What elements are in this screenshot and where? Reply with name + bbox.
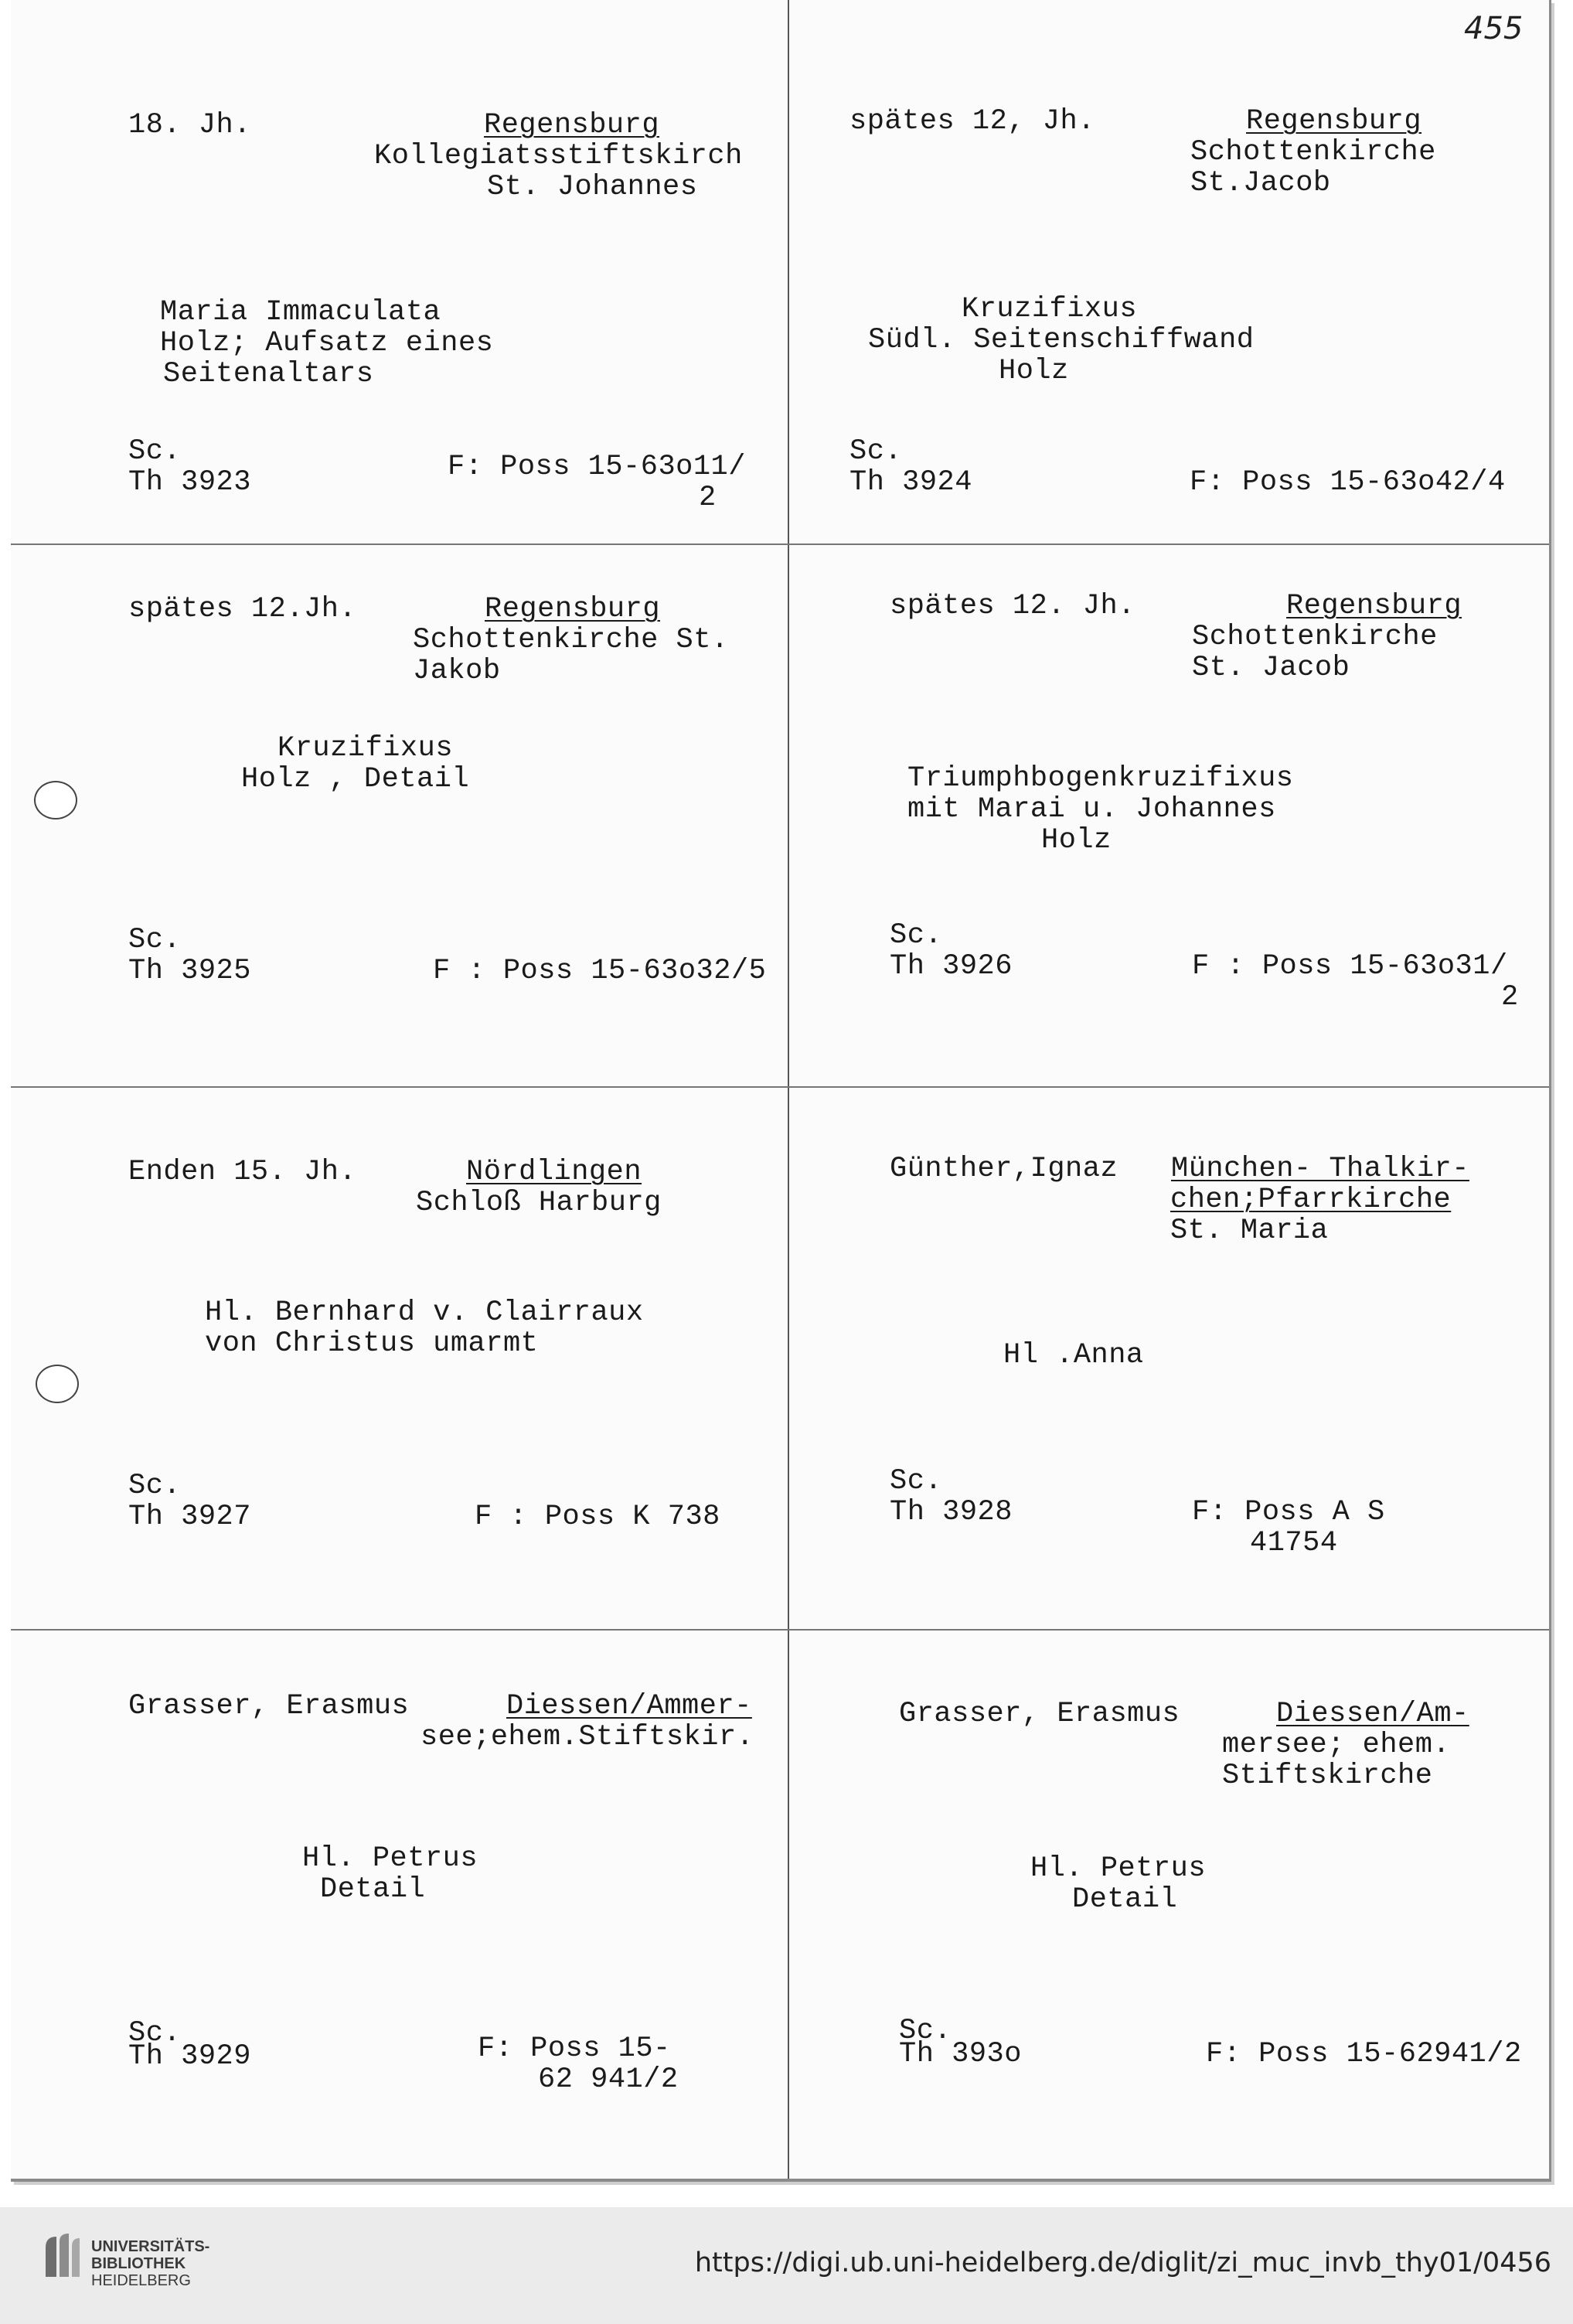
card-date: spätes 12. Jh.: [890, 590, 1135, 622]
card-place-line: St. Johannes: [487, 171, 698, 203]
column-divider: [788, 0, 789, 2179]
punch-hole-lower: [36, 1365, 79, 1403]
punch-hole-upper: [34, 781, 77, 820]
card-date: Enden 15. Jh.: [128, 1156, 357, 1188]
logo-line: HEIDELBERG: [91, 2272, 191, 2289]
card-date: Grasser, Erasmus: [899, 1698, 1180, 1730]
card-sc: Sc.: [899, 2015, 952, 2047]
card-inventory-number: Th 393o: [899, 2038, 1022, 2070]
card-place-line: St. Jacob: [1192, 652, 1350, 684]
card-date: spätes 12.Jh.: [128, 593, 357, 625]
card-subject-line: Hl. Petrus: [1030, 1852, 1207, 1885]
card-location: Regensburg: [1246, 105, 1422, 138]
card-inventory-number: Th 3929: [128, 2040, 251, 2073]
card-foto-number: F : Poss 15-63o32/5: [433, 955, 767, 987]
card-place-line: St. Maria: [1170, 1215, 1329, 1247]
card-place-line: Schloß Harburg: [416, 1187, 662, 1219]
card-place-line: Schottenkirche: [1192, 621, 1438, 653]
logo-line: BIBLIOTHEK: [91, 2255, 186, 2272]
card-subject-line: von Christus umarmt: [205, 1327, 539, 1360]
card-sc: Sc.: [890, 919, 943, 952]
card-sc: Sc.: [128, 1470, 182, 1502]
card-subject-line: Kruzifixus: [277, 732, 454, 765]
card-sc: Sc.: [849, 435, 903, 468]
card-foto-number: F: Poss 15-63o11/: [448, 451, 746, 483]
card-sc: Sc.: [128, 435, 182, 468]
card-location: Diessen/Ammer-: [506, 1690, 752, 1723]
permalink-url[interactable]: https://digi.ub.uni-heidelberg.de/diglit/zi_muc_invb_thy01/0456: [694, 2247, 1551, 2278]
card-foto-number-cont: 41754: [1250, 1527, 1338, 1559]
card-inventory-number: Th 3923: [128, 466, 251, 499]
card-subject-line: mit Marai u. Johannes: [907, 793, 1276, 826]
row-divider-2: [11, 1086, 1549, 1088]
card-foto-number-cont: 62 941/2: [538, 2063, 679, 2096]
logo-line: UNIVERSITÄTS-: [91, 2238, 210, 2255]
row-divider-3: [11, 1629, 1549, 1631]
card-inventory-number: Th 3928: [890, 1496, 1013, 1528]
handwritten-page-number: 455: [1464, 11, 1524, 46]
card-foto-number: F: Poss 15-: [478, 2033, 671, 2065]
card-location: Regensburg: [484, 109, 660, 141]
card-place-line: Schottenkirche: [1190, 136, 1436, 169]
card-foto-number: F : Poss K 738: [475, 1501, 720, 1533]
card-inventory-number: Th 3925: [128, 955, 251, 987]
card-place-line: Stiftskirche: [1222, 1760, 1433, 1792]
card-date: 18. Jh.: [128, 109, 251, 141]
library-logo-text: [91, 2238, 209, 2289]
card-subject-line: Triumphbogenkruzifixus: [907, 762, 1294, 795]
card-place-line: mersee; ehem.: [1222, 1729, 1451, 1761]
row-divider-1: [11, 544, 1549, 545]
card-subject-line: Seitenaltars: [163, 358, 374, 390]
card-location: Nördlingen: [466, 1156, 642, 1188]
card-subject-line: Holz: [999, 355, 1069, 387]
card-subject-line: Südl. Seitenschiffwand: [868, 324, 1255, 356]
card-inventory-number: Th 3927: [128, 1501, 251, 1533]
card-place-line: see;ehem.Stiftskir.: [420, 1721, 754, 1753]
card-foto-number: F: Poss 15-63o42/4: [1190, 466, 1506, 499]
viewer-footer: [0, 2207, 1573, 2324]
card-subject-line: Holz: [1041, 824, 1112, 857]
card-subject-line: Hl .Anna: [1003, 1339, 1144, 1372]
card-sc: Sc.: [128, 924, 182, 956]
index-card-sheet: [11, 0, 1551, 2182]
card-sc: Sc.: [890, 1465, 943, 1498]
card-subject-line: Maria Immaculata: [160, 296, 441, 329]
card-place-line: St.Jacob: [1190, 167, 1331, 199]
card-subject-line: Hl. Bernhard v. Clairraux: [205, 1297, 644, 1329]
card-date: Günther,Ignaz: [890, 1153, 1118, 1185]
card-location: Regensburg: [485, 593, 661, 625]
card-foto-number: F : Poss 15-63o31/: [1192, 950, 1508, 983]
card-inventory-number: Th 3926: [890, 950, 1013, 983]
card-sc: Sc.: [128, 2017, 182, 2050]
card-place-line: chen;Pfarrkirche: [1170, 1184, 1452, 1216]
card-foto-number-cont: 2: [699, 482, 717, 514]
card-location: Regensburg: [1286, 590, 1462, 622]
card-place-line: Kollegiatsstiftskirch: [374, 140, 743, 172]
card-date: Grasser, Erasmus: [128, 1690, 410, 1723]
card-date: spätes 12, Jh.: [849, 105, 1095, 138]
card-subject-line: Kruzifixus: [962, 293, 1138, 325]
card-location: München- Thalkir-: [1171, 1153, 1469, 1185]
library-logo-icon: [43, 2230, 83, 2281]
card-subject-line: Hl. Petrus: [302, 1842, 478, 1875]
card-subject-line: Detail: [1072, 1883, 1178, 1916]
card-subject-line: Holz; Aufsatz eines: [160, 327, 494, 360]
card-place-line: Schottenkirche St.: [413, 624, 729, 656]
card-subject-line: Detail: [320, 1873, 426, 1906]
card-foto-number: F: Poss 15-62941/2: [1206, 2038, 1522, 2070]
card-subject-line: Holz , Detail: [241, 763, 470, 796]
card-inventory-number: Th 3924: [849, 466, 972, 499]
card-place-line: Jakob: [413, 655, 501, 687]
card-foto-number: F: Poss A S: [1192, 1496, 1385, 1528]
card-location: Diessen/Am-: [1276, 1698, 1469, 1730]
card-foto-number-cont: 2: [1501, 981, 1519, 1014]
